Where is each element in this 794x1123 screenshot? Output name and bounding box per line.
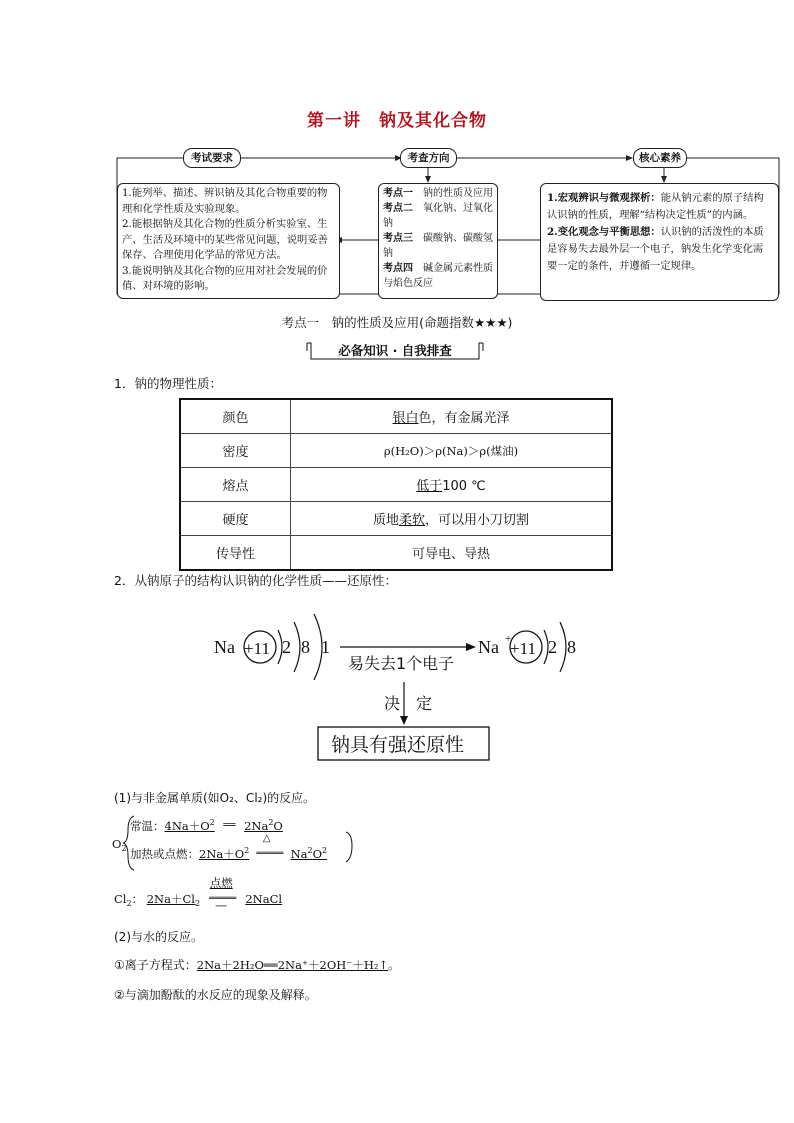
- page-title: 第一讲 钠及其化合物: [307, 111, 487, 131]
- o2-label: $O_2$: [112, 837, 127, 853]
- prop-value: ρ(H₂O)＞ρ(Na)＞ρ(煤油): [291, 434, 613, 468]
- na-ion-shell-2: 8: [567, 637, 576, 657]
- table-row: [180, 536, 612, 571]
- ionic-equation-line: ①离子方程式：2Na＋2H₂O══2Na⁺＋2OH⁻＋H₂↑。: [114, 958, 401, 972]
- section-heading-reducing: 2．从钠原子的结构认识钠的化学性质——还原性：: [114, 573, 397, 588]
- delta-symbol: △: [262, 833, 271, 844]
- result-text: 钠具有强还原性: [331, 734, 465, 756]
- eq-cl2: $Cl_2$： $2Na+Cl_2$ 点燃 ═════ ── 2NaCl: [114, 876, 283, 912]
- arrow-head: [466, 643, 476, 651]
- prop-key: 传导性: [180, 536, 291, 571]
- decide-label: 决 定: [384, 694, 433, 713]
- na-shell-1: 2: [282, 637, 291, 657]
- tag-core-literacy: 核心素养: [633, 148, 687, 168]
- eq-o2-heat: 加热或点燃：$2Na+O^2$ △ ═════ $Na^2O^2$: [130, 833, 328, 861]
- prop-value: 可导电、导热: [291, 536, 613, 571]
- direction-item: 考点三 碳酸钠、碳酸氢钠: [383, 233, 493, 259]
- requirements-box: [117, 183, 340, 299]
- phenolphthalein-question: ②与滴加酚酞的水反应的现象及解释。: [114, 988, 317, 1002]
- prop-key: 熔点: [180, 468, 291, 502]
- cl2-condition: 点燃: [209, 876, 233, 890]
- atom-structure-diagram: [200, 600, 600, 770]
- physical-properties-table: [179, 398, 613, 571]
- na-shell-2: 8: [301, 637, 310, 657]
- direction-item: 考点四 碱金属元素性质与焰色反应: [383, 263, 493, 289]
- kaodian-title: 考点一 钠的性质及应用(命题指数★★★): [281, 315, 513, 330]
- requirement-item: 1.能列举、描述、辨识钠及其化合物重要的物理和化学性质及实验现象。: [122, 187, 328, 215]
- na-ion-shell-1: 2: [548, 637, 557, 657]
- prop-value: 质地柔软，可以用小刀切割: [291, 502, 613, 536]
- normal-temp-label: 常温：: [130, 819, 165, 833]
- direction-item: 考点一 钠的性质及应用: [383, 188, 493, 199]
- na-ion-symbol: Na: [478, 637, 499, 657]
- na-symbol: Na: [214, 637, 235, 657]
- arrow-label: 易失去1个电子: [348, 654, 455, 673]
- na-ion-nucleus-charge: +11: [510, 639, 536, 658]
- section-heading-physical: 1．钠的物理性质：: [114, 376, 222, 391]
- table-row: [180, 502, 612, 536]
- ionic-equation: 2Na＋2H₂O══2Na⁺＋2OH⁻＋H₂↑: [196, 958, 389, 972]
- directions-box: [378, 183, 498, 299]
- tag-exam-direction: 考查方向: [400, 148, 457, 168]
- na-nucleus-charge: +11: [244, 639, 270, 658]
- eq-o2-normal: 常温：$4Na+O^2$ ══ 2Na$^2$O: [130, 818, 283, 833]
- prop-value: 低于100 ℃: [291, 468, 613, 502]
- requirement-item: 2.能根据钠及其化合物的性质分析实验室、生产、生活及环境中的某些常见问题，说明妥善保存、合理使用化学品的常见方法。: [122, 218, 328, 261]
- table-row: [180, 468, 612, 502]
- table-row: [180, 399, 612, 434]
- reaction-water-heading: (2)与水的反应。: [114, 930, 203, 944]
- na-ion-charge: +: [505, 633, 512, 645]
- prop-value: 银白色，有金属光泽: [291, 399, 613, 434]
- direction-item: 考点二 氧化钠、过氧化钠: [383, 203, 493, 229]
- heat-label: 加热或点燃：: [130, 847, 199, 861]
- literacy-item: 2.变化观念与平衡思想：认识钠的活泼性的本质是容易失去最外层一个电子，钠发生化学变化需要一定的条件，并遵循一定规律。: [547, 226, 764, 272]
- table-row: [180, 434, 612, 468]
- reaction-nonmetal-heading: (1)与非金属单质(如O₂、Cl₂)的反应。: [114, 791, 316, 805]
- requirement-item: 3.能说明钠及其化合物的应用对社会发展的价值、对环境的影响。: [122, 264, 328, 292]
- literacy-box: [540, 183, 779, 301]
- prop-key: 密度: [180, 434, 291, 468]
- literacy-item: 1.宏观辨识与微观探析：能从钠元素的原子结构认识钠的性质，理解“结构决定性质”的内涵。: [547, 192, 764, 221]
- prop-key: 硬度: [180, 502, 291, 536]
- tag-exam-requirements: 考试要求: [183, 148, 241, 168]
- banner-label: 必备知识 · 自我排查: [338, 343, 452, 358]
- na-shell-3: 1: [321, 637, 330, 657]
- prop-key: 颜色: [180, 399, 291, 434]
